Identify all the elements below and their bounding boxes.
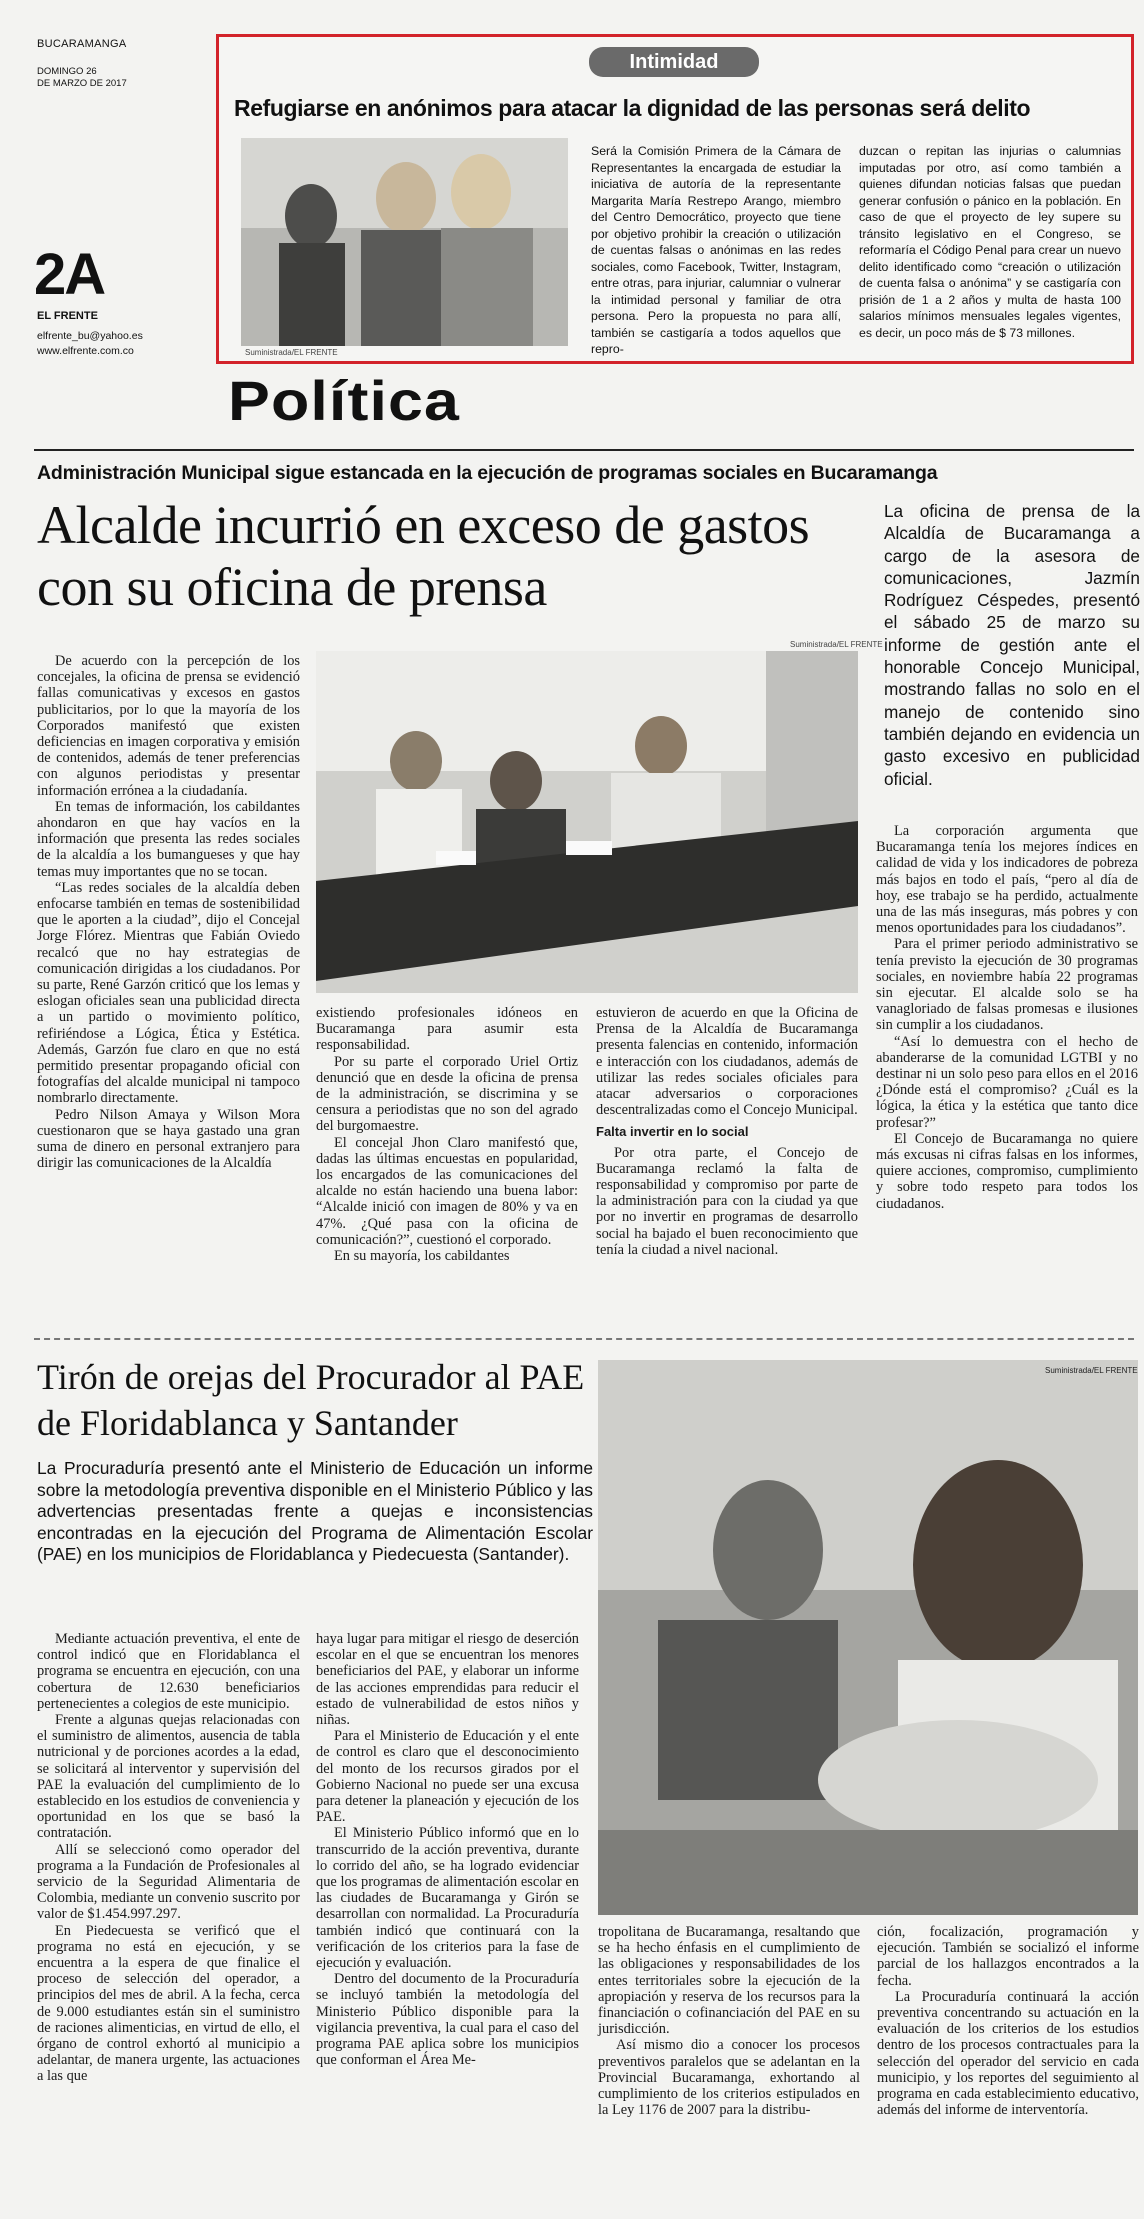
section-title: Política [228, 369, 461, 432]
article2-col3-p1: tropolitana de Bucaramanga, resaltando que se ha hecho énfasis en el cumplimiento de las obligaciones y responsabilidades de los entes territoriales sobre la ejecución de la apropiación y reserva de los recursos para la financiación o cofinanciación del PAE en su jurisdicción. [598, 1924, 860, 2038]
article1-col3-p2: Por otra parte, el Concejo de Bucaramanga reclamó la falta de responsabilidad y compromiso por parte de la administración para con la ciudad ya que por no invertir en programas de desarrollo social ha bajado el buen reconocimiento que tenía la ciudad a nivel nacional. [596, 1144, 858, 1258]
article1-col4-p4: El Concejo de Bucaramanga no quiere más excusas ni cifras falsas en los informes, quiere acciones, compromiso, cumplimiento y sobre todo respeto para todos los ciudadanos. [876, 1130, 1138, 1212]
article2-col1-p4: En Piedecuesta se verificó que el programa no está en ejecución, y se encuentra a la espera de que finalice el proceso de selección del operador, a principios del mes de abril. A la fecha, cerca de 9.000 estudiantes están sin el suministro de raciones alimenticias, en virtud de ello, el órgano de control exhortó al municipio a adelantar, de manera urgente, las actuaciones a las que [37, 1922, 300, 2085]
article2-col2-p2: Para el Ministerio de Educación y el ente de control es claro que el desconocimiento del monto de los recursos girados por el Gobierno Nacional no puede ser una excusa para detener la planeación y ejecución de los PAE. [316, 1728, 579, 1826]
article1-col4 [876, 823, 1138, 1212]
article1-col2-p4: En su mayoría, los cabildantes [334, 1248, 510, 1265]
article1-col1 [37, 653, 300, 1172]
article1-col2-p2: Por su parte el corporado Uriel Ortiz denunció que en desde la oficina de prensa de la administración, se discrimina y se censura a periodistas que no son del agrado del burgomaestre. [316, 1053, 578, 1135]
feature-col1: Será la Comisión Primera de la Cámara de Representantes la encargada de estudiar la iniciativa de autoría de la representante Margarita María Restrepo Arango, miembro del Centro Democrático, proyecto que tiene por objetivo prohibir la creación o utilización de cuentas falsas o anónimas en las redes sociales, como Facebook, Twitter, Instagram, entre otras, para injuriar, calumniar o vulnerar la intimidad personal y familiar de otra persona. Pero la propuesta no para allí, también se castigaría a todos aquellos que repro- [591, 144, 841, 356]
article1-lead: La oficina de prensa de la Alcaldía de Bucaramanga a cargo de la asesora de comunicaciones, Jazmín Rodríguez Céspedes, presentó el sábado 25 de marzo su informe de gestión ante el honorable Concejo Municipal, mostrando fallas no solo en el manejo de contenido sino también dejando en evidencia un gasto excesivo en publicidad oficial. [884, 501, 1140, 789]
feature-photo-svg [241, 138, 568, 346]
council-photo-svg [316, 651, 858, 993]
article2-col2-p3: El Ministerio Público informó que en lo transcurrido de la acción preventiva, durante lo corrido del año, se ha logrado evidenciar que los programas de alimentación escolar en las ciudades de Bucaramanga y Girón se desarrollan con normalidad. La Procuraduría también indicó que continuará con la verificación de los criterios para la fase de ejecución y evaluación. [316, 1825, 579, 1972]
date-line [37, 66, 127, 90]
page-number: 2A [34, 242, 105, 307]
article1-col1-p2: En temas de información, los cabildantes ahondaron en que hay vacíos en la información que presenta las redes sociales de la alcaldía a los bumangueses y que hay temas muy importantes que no se tocan. [37, 798, 300, 880]
article1-col4-p1: La corporación argumenta que Bucaramanga tenía los mejores índices en calidad de vida y los indicadores de pobreza más bajos en todo el país, “pero al día de hoy, ese trabajo se ha perdido, actualmente una de las más inseguras, más pobres y con menos oportunidades para los ciudadanos”. [876, 823, 1138, 937]
feature-box [216, 34, 1134, 364]
article1-headline: Alcalde incurrió en exceso de gastos con su oficina de prensa [37, 495, 810, 617]
article2-col4-p1: ción, focalización, programación y ejecución. También se socializó el informe parcial de los hallazgos encontrados a la fecha. [877, 1924, 1139, 1989]
article1-col2-p3: El concejal Jhon Claro manifestó que, dadas las últimas encuestas en popularidad, los encargados de las comunicaciones del alcalde no están haciendo una buena labor: “Alcalde inició con imagen de 80% y va en 47%. ¿Qué pasa con la oficina de comunicación?”, cuestionó el corporado. [316, 1134, 578, 1248]
article2-col3-p2: Así mismo dio a conocer los procesos preventivos paralelos que se adelantan en la Provincial Bucaramanga, exhortando al cumplimiento de los criterios estipulados en la Ley 1176 de 2007 para la distribu- [598, 2037, 860, 2119]
article1-col4-p2: Para el primer periodo administrativo se tenía previsto la ejecución de 30 programas sociales, en noviembre había 22 programas sin ejecutar. El alcalde solo se ha vanagloriado de falsas promesas e ilusiones sin cumplir a los ciudadanos. [876, 936, 1138, 1034]
article2-col2 [316, 1631, 579, 2068]
article1-col3 [596, 1005, 858, 1258]
article2-col3 [598, 1924, 860, 2118]
article1-photo [316, 651, 858, 993]
feature-col2: duzcan o repitan las injurias o calumnias imputadas por otro, así como también a quienes difundan noticias falsas que puedan generar confusión o pánico en la población. En caso de que el proyecto de ley supere su tránsito legislativo en el Congreso, se reformaría el Código Penal para crear un nuevo delito identificado como “creación o utilización de cuenta falsa o anónima” y se castigaría con prisión de 1 a 2 años y multa de hasta 100 salarios mínimos mensuales legales vigentes, es decir, un poco más de $ 73 millones. [859, 144, 1121, 340]
article2-col1-p1: Mediante actuación preventiva, el ente de control indicó que en Floridablanca el programa se encuentra en ejecución, con una cobertura de 12.630 beneficiarios pertenecientes a colegios de este municipio. [37, 1631, 300, 1712]
article2-headline: Tirón de orejas del Procurador al PAE de Floridablanca y Santander [37, 1357, 585, 1443]
article2-col1-p2: Frente a algunas quejas relacionadas con el suministro de alimentos, ausencia de tabla nutricional y de porciones acordes a la edad, se solicitará al interventor y supervisión del PAE la evaluación del cumplimiento de lo establecido en los estudios de conveniencia y oportunidad en los que se basó la contratación. [37, 1712, 300, 1842]
paper-name: EL FRENTE [37, 310, 98, 322]
article1-col2-p1: existiendo profesionales idóneos en Bucaramanga para asumir esta responsabilidad. [316, 1005, 578, 1054]
article1-col2 [316, 1005, 578, 1264]
article2-col2-p1: haya lugar para mitigar el riesgo de deserción escolar en el que se encuentran los menores beneficiarios del PAE, y elaborar un informe de las acciones emprendidas para reducir el estado de vulnerabilidad de estos niños y niñas. [316, 1631, 579, 1729]
article1-col1-p3: “Las redes sociales de la alcaldía deben enfocarse también en temas de sostenibilidad que le aporten a la ciudad”, dijo el Concejal Jorge Flórez. Mientras que Fabián Oviedo recalcó que no hay estrategias de comunicación dirigidas a los ciudadanos. Por su parte, René Garzón criticó que los lemas y eslogan oficiales sean una publicidad directa a un partido o movimiento político, refiriéndose a Lógica, Ética y Estética. Además, Garzón fue claro en que no está permitido presentar propagando oficial con fotografías del alcalde municipal ni tampoco nombrarlo directamente. [37, 879, 300, 1107]
article2-col4 [877, 1924, 1139, 2118]
article1-col3-p1: estuvieron de acuerdo en que la Oficina de Prensa de la Alcaldía de Bucaramanga presenta falencias en contenido, información e interacción con los ciudadanos, además de utilizar las redes sociales oficiales para atacar adversarios o corporaciones descentralizadas como el Concejo Municipal. [596, 1005, 858, 1119]
feature-photo [241, 138, 568, 346]
article1-col4-p3: “Así lo demuestra con el hecho de abanderarse de la comunidad LGTBI y no destinar ni un solo peso para ellos en el 2016 ¿Dónde está el compromiso? ¿Cuál es la lógica, la ética y la estética que tanto dice profesar?” [876, 1033, 1138, 1131]
email-link[interactable]: elfrente_bu@yahoo.es [37, 330, 143, 342]
article1-col1-p4: Pedro Nilson Amaya y Wilson Mora cuestionaron que se haya gastado una gran suma de dinero en personal extranjero para dirigir las comunicaciones de la Alcaldía [37, 1106, 300, 1172]
article2-lead: La Procuraduría presentó ante el Ministerio de Educación un informe sobre la metodología preventiva disponible en el Ministerio Público y las advertencias presentadas frente a quejas e inconsistencias encontradas en la ejecución del Programa de Alimentación Escolar (PAE) en los municipios de Floridablanca y Piedecuesta (Santander). [37, 1458, 593, 1564]
website-link[interactable]: www.elfrente.com.co [37, 345, 134, 357]
article2-photo-credit: Suministrada/EL FRENTE [1045, 1366, 1138, 1375]
feature-tag: Intimidad [589, 47, 759, 77]
section-rule [34, 449, 1134, 451]
article2-col1 [37, 1631, 300, 2085]
article1-col1-p1: De acuerdo con la percepción de los concejales, la oficina de prensa se evidenció fallas comunicativas y excesos en gastos publicitarios, por lo que la mayoría de los Corporados manifestó que existen deficiencias en imagen corporativa y emisión de contenidos, además de tener preferencias con algunos periodistas y presentar información errónea a la ciudadanía. [37, 653, 300, 799]
child-photo-svg [598, 1360, 1138, 1915]
date-day: DOMINGO 26 [37, 66, 97, 77]
article2-col1-p3: Allí se seleccionó como operador del programa a la Fundación de Profesionales al servicio de la Seguridad Alimentaria de Colombia, mediante un convenio suscrito por valor de $1.454.997.297. [37, 1841, 300, 1923]
feature-headline: Refugiarse en anónimos para atacar la dignidad de las personas será delito [234, 95, 1031, 121]
article2-col4-p2: La Procuraduría continuará la acción preventiva concentrando su actuación en la evaluación de los criterios de los estudios dentro de los procesos contractuales para la selección del operador del servicio en cada municipio, y los reportes del seguimiento al programa en cada establecimiento educativo, además del informe de interventoría. [877, 1988, 1139, 2119]
article1-photo-credit: Suministrada/EL FRENTE [790, 640, 883, 649]
article1-kicker: Administración Municipal sigue estancada en la ejecución de programas sociales en Bucaramanga [37, 462, 938, 484]
article-divider [34, 1338, 1134, 1340]
article1-subhead: Falta invertir en lo social [596, 1124, 749, 1140]
feature-photo-credit: Suministrada/EL FRENTE [245, 348, 338, 357]
date-month-year: DE MARZO DE 2017 [37, 78, 127, 89]
article2-photo [598, 1360, 1138, 1915]
article2-col2-p4: Dentro del documento de la Procuraduría se incluyó también la metodología del Ministerio Público disponible para la vigilancia preventiva, la cual para el caso del programa PAE aplica sobre los municipios que conforman el Área Me- [316, 1971, 579, 2069]
city-label: BUCARAMANGA [37, 38, 127, 50]
